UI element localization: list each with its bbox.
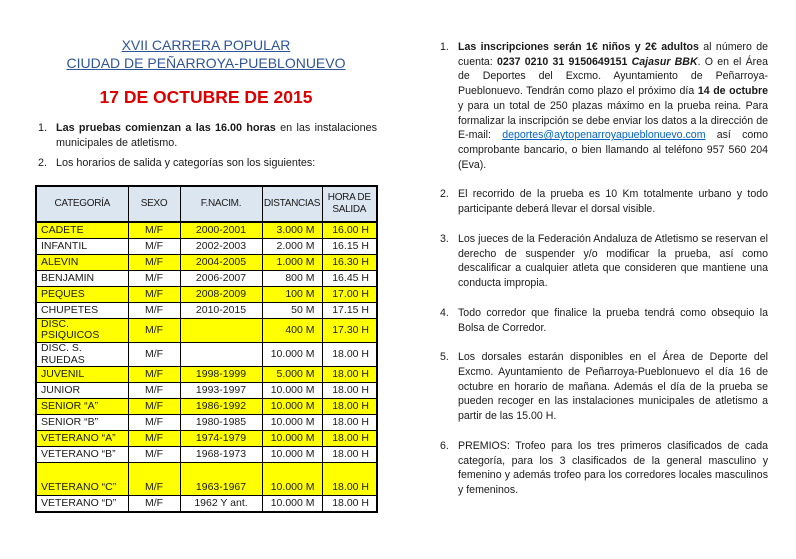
text-segment: Las pruebas comienzan a las 16.00 horas [56, 122, 276, 135]
cell-dist: 10.000 M [262, 415, 322, 431]
list-item [437, 439, 768, 498]
cell-sexo: M/F [128, 367, 180, 383]
cell-sexo: M/F [128, 342, 180, 366]
cell-nacim: 2004-2005 [180, 254, 262, 270]
cell-hora: 18.00 H [322, 447, 377, 463]
cell-dist: 10.000 M [262, 496, 322, 512]
cell-nacim: 1974-1979 [180, 431, 262, 447]
cell-nacim: 1963-1967 [180, 463, 262, 496]
cell-dist: 400 M [262, 318, 322, 342]
text-segment: 0237 0210 31 9150649151 [496, 55, 632, 68]
cell-sexo: M/F [128, 222, 180, 238]
item-number: 5. [440, 351, 449, 364]
left-column [35, 36, 377, 513]
email-link[interactable]: deportes@aytopenarroyapueblonuevo.com [502, 129, 706, 142]
item-number: 1. [440, 41, 449, 53]
cell-sexo: M/F [128, 254, 180, 270]
list-item [437, 350, 768, 424]
cell-cat: BENJAMIN [36, 270, 128, 286]
cell-sexo: M/F [128, 447, 180, 463]
cell-dist: 5.000 M [262, 367, 322, 383]
text-segment: Los horarios de salida y categorías son los siguientes: [56, 156, 316, 169]
text-segment: . O en el Área de Deportes del Excmo. Ayuntamiento de Peñarroya-Pueblonuevo. Tendrán como plazo el próximo día [458, 55, 768, 98]
table-row [36, 399, 377, 415]
cell-cat: VETERANO “B” [36, 447, 128, 463]
cell-hora: 18.00 H [322, 383, 377, 399]
cell-sexo: M/F [128, 399, 180, 415]
cell-sexo: M/F [128, 415, 180, 431]
text-segment: Todo corredor que finalice la prueba tendrá como obsequio la Bolsa de Corredor. [458, 306, 768, 334]
cell-cat: VETERANO “D” [36, 496, 128, 512]
title-line-2: CIUDAD DE PEÑARROYA-PUEBLONUEVO [66, 55, 346, 72]
cell-hora: 18.00 H [322, 342, 377, 366]
table-row [36, 383, 377, 399]
item-text [458, 232, 768, 291]
table-row [36, 415, 377, 431]
item-number: 2. [38, 156, 48, 169]
list-item [35, 121, 377, 150]
cell-cat: JUVENIL [36, 367, 128, 383]
list-item [437, 187, 768, 216]
cell-cat: CHUPETES [36, 302, 128, 318]
item-number: 2. [440, 188, 449, 201]
cell-hora: 16.15 H [322, 238, 377, 254]
title-line-1: XVII CARRERA POPULAR [121, 37, 291, 53]
cell-nacim: 1998-1999 [180, 367, 262, 383]
cell-hora: 18.00 H [322, 367, 377, 383]
item-text [458, 350, 768, 424]
cell-hora: 18.00 H [322, 496, 377, 512]
cell-dist: 10.000 M [262, 447, 322, 463]
cell-cat: VETERANO “C” [36, 463, 128, 496]
cell-nacim: 2010-2015 [180, 302, 262, 318]
cell-hora: 16.00 H [322, 222, 377, 238]
cell-nacim: 2008-2009 [180, 286, 262, 302]
cell-nacim: 1986-1992 [180, 399, 262, 415]
left-list [35, 121, 377, 170]
column-header: F.NACIM. [180, 186, 262, 222]
item-text [458, 439, 768, 498]
list-item [437, 40, 768, 172]
cell-dist: 2.000 M [262, 238, 322, 254]
table-row [36, 496, 377, 512]
cell-sexo: M/F [128, 463, 180, 496]
text-segment: así como comprobante bancario, o bien llamando al teléfono 957 560 204 (Eva). [458, 129, 768, 171]
item-text [458, 306, 768, 335]
list-item [35, 156, 377, 171]
cell-cat: CADETE [36, 222, 128, 238]
cell-cat: DISC. S. RUEDAS [36, 342, 128, 366]
cell-sexo: M/F [128, 496, 180, 512]
table-row [36, 302, 377, 318]
table-row [36, 286, 377, 302]
column-header: HORA DE SALIDA [322, 186, 377, 222]
cell-hora: 16.30 H [322, 254, 377, 270]
cell-hora: 18.00 H [322, 399, 377, 415]
cell-dist: 10.000 M [262, 399, 322, 415]
table-row [36, 270, 377, 286]
cell-dist: 10.000 M [262, 383, 322, 399]
table-row [36, 222, 377, 238]
cell-dist: 800 M [262, 270, 322, 286]
cell-hora: 16.45 H [322, 270, 377, 286]
text-segment: El recorrido de la prueba es 10 Km totalmente urbano y todo participante deberá llevar el dorsal visible. [458, 188, 768, 216]
cell-dist: 10.000 M [262, 431, 322, 447]
cell-sexo: M/F [128, 383, 180, 399]
text-segment: Las inscripciones serán 1€ niños y 2€ adultos [458, 41, 699, 53]
table-row [36, 254, 377, 270]
text-segment: 14 de octubre [697, 85, 768, 98]
table-row [36, 367, 377, 383]
table-row [36, 238, 377, 254]
text-segment: al número de cuenta: [458, 41, 769, 68]
column-header: DISTANCIAS [262, 186, 322, 222]
cell-dist: 10.000 M [262, 342, 322, 366]
cell-hora: 18.00 H [322, 431, 377, 447]
cell-nacim: 2002-2003 [180, 238, 262, 254]
list-item [437, 232, 768, 291]
cell-cat: ALEVIN [36, 254, 128, 270]
cell-cat: SENIOR “B” [36, 415, 128, 431]
cell-dist: 3.000 M [262, 222, 322, 238]
cell-cat: SENIOR “A” [36, 399, 128, 415]
cell-nacim: 1968-1973 [180, 447, 262, 463]
item-number: 3. [440, 232, 449, 245]
cell-cat: PEQUES [36, 286, 128, 302]
table-row [36, 431, 377, 447]
text-segment: Los dorsales estarán disponibles en el Área de Deporte del Excmo. Ayuntamiento de Peñarroya-Pueblonuevo el día 16 de octubre en horario de mañana. Además el día de la prueba se pueden recoger en las instalaciones municipales de atletismo a partir de las 15.00 H. [458, 351, 768, 423]
table-row [36, 318, 377, 342]
cell-sexo: M/F [128, 286, 180, 302]
list-item [437, 306, 768, 335]
cell-cat: DISC. PSIQUICOS [36, 318, 128, 342]
text-segment: PREMIOS: Trofeo para los tres primeros clasificados de cada categoría, para los 3 clasificados de la general masculino y femenino y además trofeo para los corredores locales masculinos y femeninos. [458, 439, 768, 496]
item-number: 6. [440, 439, 449, 452]
cell-cat: INFANTIL [36, 238, 128, 254]
table-row [36, 342, 377, 366]
text-segment: y para un total de 250 plazas máximo en la prueba reina. Para formalizar la inscripción se debe enviar los datos a la dirección de E-mail: [458, 99, 768, 142]
cell-sexo: M/F [128, 270, 180, 286]
cell-dist: 100 M [262, 286, 322, 302]
cell-hora: 18.00 H [322, 415, 377, 431]
item-text [56, 156, 377, 171]
cell-nacim [180, 342, 262, 366]
cell-sexo: M/F [128, 302, 180, 318]
item-text [458, 40, 768, 172]
right-list [437, 40, 768, 498]
table-header-row [36, 186, 377, 222]
cell-dist: 1.000 M [262, 254, 322, 270]
schedule-table-body [36, 222, 377, 511]
text-segment: Los jueces de la Federación Andaluza de Atletismo se reservan el derecho de suspender y/o modificar la prueba, así como descalificar a cualquier atleta que consideren que mantiene una conducta impropia. [458, 232, 768, 290]
item-number: 1. [38, 122, 48, 135]
cell-sexo: M/F [128, 318, 180, 342]
cell-hora: 17.00 H [322, 286, 377, 302]
schedule-table [35, 185, 378, 512]
cell-hora: 18.00 H [322, 463, 377, 496]
cell-nacim: 2000-2001 [180, 222, 262, 238]
table-row [36, 447, 377, 463]
cell-hora: 17.30 H [322, 318, 377, 342]
item-number: 4. [440, 306, 449, 319]
cell-cat: VETERANO “A” [36, 431, 128, 447]
item-text [458, 187, 768, 216]
text-segment: Cajasur BBK [631, 55, 698, 68]
cell-nacim: 2006-2007 [180, 270, 262, 286]
cell-hora: 17.15 H [322, 302, 377, 318]
column-header: SEXO [128, 186, 180, 222]
table-row [36, 463, 377, 496]
event-date: 17 DE OCTUBRE DE 2015 [99, 87, 313, 108]
column-header: CATEGORÍA [36, 186, 128, 222]
cell-nacim: 1962 Y ant. [180, 496, 262, 512]
page-title [35, 36, 377, 72]
cell-dist: 50 M [262, 302, 322, 318]
cell-dist: 10.000 M [262, 463, 322, 496]
cell-cat: JUNIOR [36, 383, 128, 399]
cell-sexo: M/F [128, 431, 180, 447]
item-text [56, 121, 377, 150]
cell-sexo: M/F [128, 238, 180, 254]
cell-nacim [180, 318, 262, 342]
cell-nacim: 1993-1997 [180, 383, 262, 399]
right-column [437, 40, 768, 513]
text-segment: en las instalaciones municipales de atletismo. [56, 122, 378, 150]
cell-nacim: 1980-1985 [180, 415, 262, 431]
